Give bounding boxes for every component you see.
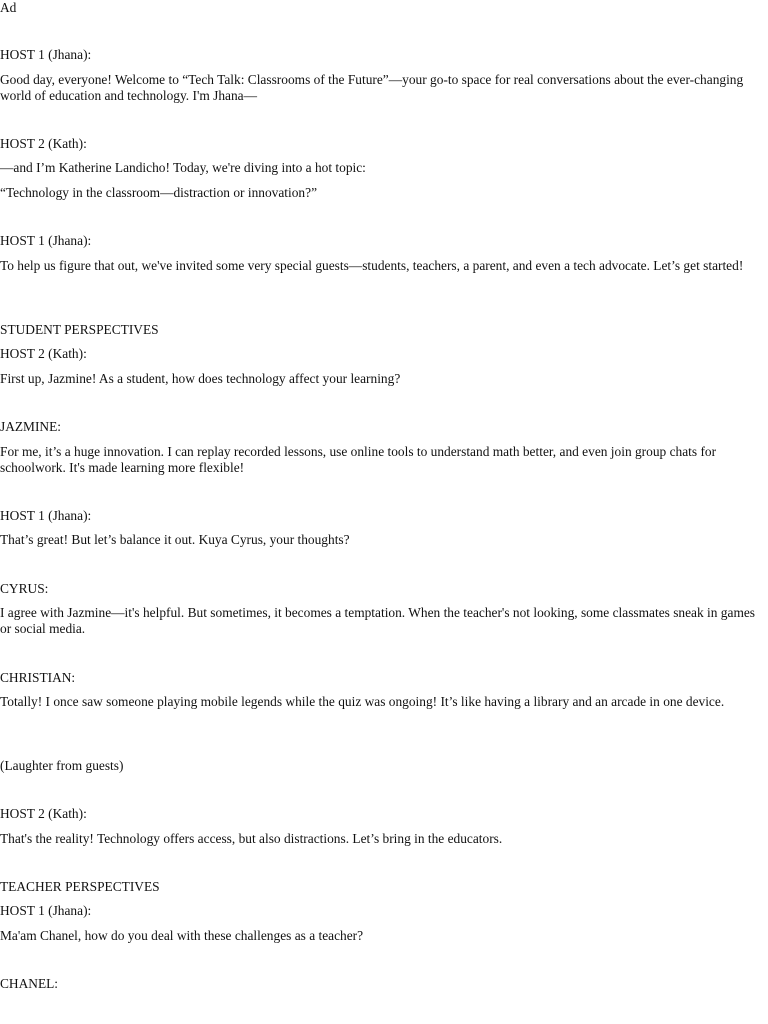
speaker-label: CHANEL: <box>0 976 59 991</box>
dialogue-paragraph: That's the reality! Technology offers access, but also distractions. Let’s bring in the educators. <box>0 831 503 846</box>
speaker-label: CHRISTIAN: <box>0 670 76 685</box>
speaker-label: CYRUS: <box>0 581 49 596</box>
dialogue-paragraph: For me, it’s a huge innovation. I can replay recorded lessons, use online tools to understand math better, and even join group chats for schoolwork. It's made learning more flexible! <box>0 444 717 475</box>
speaker-label: HOST 2 (Kath): <box>0 136 87 151</box>
section-heading: STUDENT PERSPECTIVES <box>0 322 159 337</box>
ad-label: Ad <box>0 0 17 15</box>
dialogue-paragraph: Totally! I once saw someone playing mobile legends while the quiz was ongoing! It’s like having a library and an arcade in one device. <box>0 694 725 709</box>
dialogue-paragraph: To help us figure that out, we've invited some very special guests—students, teachers, a parent, and even a tech advocate. Let’s get started! <box>0 258 744 273</box>
dialogue-paragraph: Good day, everyone! Welcome to “Tech Talk: Classrooms of the Future”—your go-to space for real conversations about the ever-changing world of education and technology. I'm Jhana— <box>0 72 744 103</box>
dialogue-paragraph: “Technology in the classroom—distraction or innovation?” <box>0 185 318 200</box>
speaker-label: HOST 1 (Jhana): <box>0 508 92 523</box>
dialogue-paragraph: That’s great! But let’s balance it out. Kuya Cyrus, your thoughts? <box>0 532 350 547</box>
dialogue-paragraph: First up, Jazmine! As a student, how does technology affect your learning? <box>0 371 401 386</box>
dialogue-paragraph: —and I’m Katherine Landicho! Today, we're diving into a hot topic: <box>0 160 366 175</box>
dialogue-paragraph: Ma'am Chanel, how do you deal with these challenges as a teacher? <box>0 928 364 943</box>
speaker-label: JAZMINE: <box>0 419 61 434</box>
section-heading: TEACHER PERSPECTIVES <box>0 879 160 894</box>
speaker-label: HOST 1 (Jhana): <box>0 233 92 248</box>
speaker-label: HOST 1 (Jhana): <box>0 903 92 918</box>
speaker-label: HOST 2 (Kath): <box>0 806 87 821</box>
speaker-label: HOST 2 (Kath): <box>0 346 87 361</box>
dialogue-paragraph: I agree with Jazmine—it's helpful. But sometimes, it becomes a temptation. When the teacher's not looking, some classmates sneak in games or social media. <box>0 605 756 636</box>
stage-direction: (Laughter from guests) <box>0 758 124 773</box>
speaker-label: HOST 1 (Jhana): <box>0 47 92 62</box>
